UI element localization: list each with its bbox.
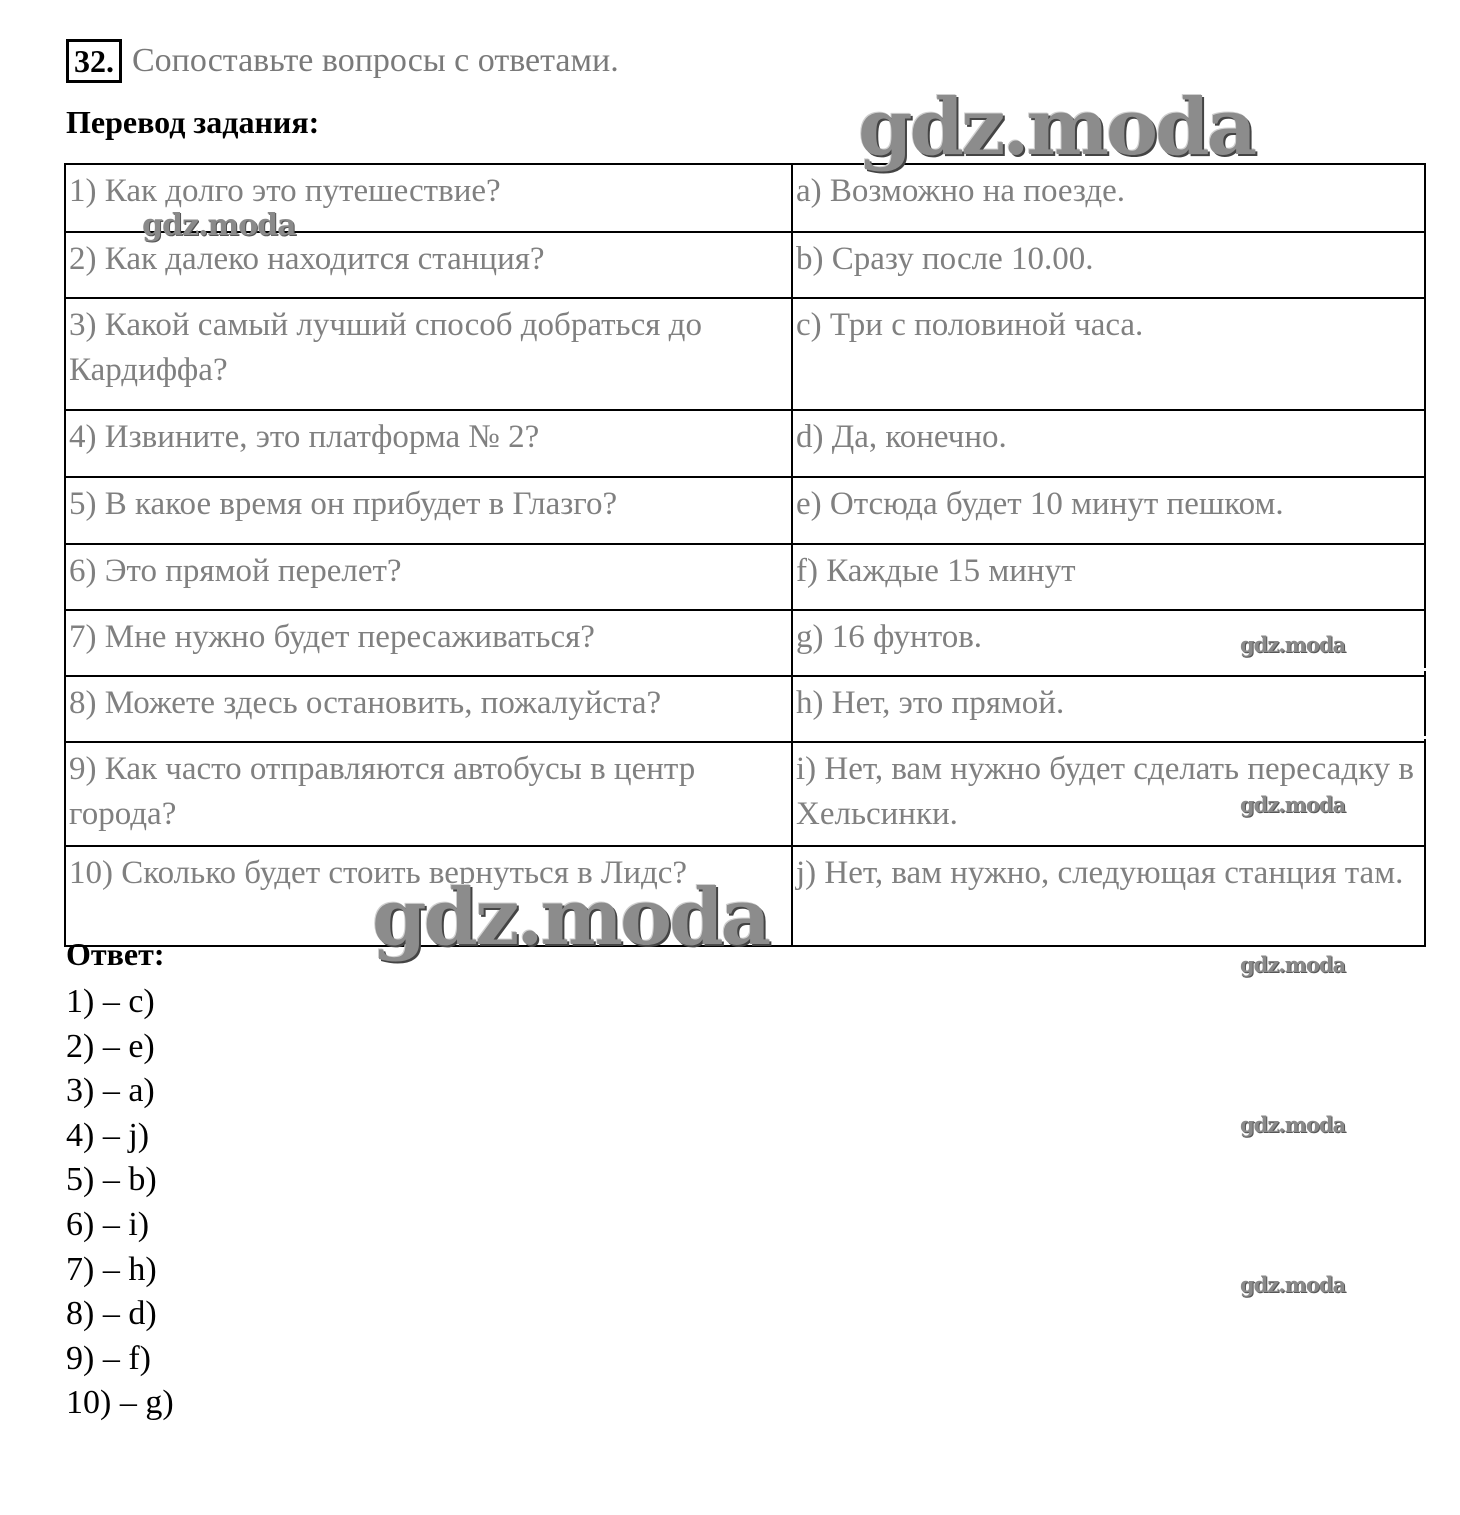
- watermark-logo: gdz.moda: [142, 208, 296, 243]
- list-item: 8) – d): [66, 1295, 157, 1333]
- question-cell: 10) Сколько будет стоить вернуться в Лидс?: [65, 846, 792, 946]
- watermark-logo: gdz.moda: [1240, 632, 1346, 657]
- answer-cell: c) Три с половиной часа.: [792, 298, 1425, 410]
- table-row: [65, 410, 1425, 477]
- table-row: [65, 477, 1425, 544]
- watermark-logo: gdz.moda: [1240, 952, 1346, 977]
- matching-table: [64, 163, 1426, 947]
- answer-cell: e) Отсюда будет 10 минут пешком.: [792, 477, 1425, 544]
- scan-artifact: [1100, 668, 1430, 671]
- task-number: 32.: [66, 39, 122, 83]
- scan-artifact: [180, 668, 300, 671]
- table-row: [65, 544, 1425, 610]
- answer-list: [66, 980, 174, 1426]
- question-cell: 3) Какой самый лучший способ добраться до Кардиффа?: [65, 298, 792, 410]
- translation-title: Перевод задания:: [66, 104, 320, 140]
- task-header: [66, 38, 619, 84]
- question-cell: 4) Извините, это платформа № 2?: [65, 410, 792, 477]
- question-cell: 9) Как часто отправляются автобусы в центр города?: [65, 742, 792, 846]
- question-cell: 5) В какое время он прибудет в Глазго?: [65, 477, 792, 544]
- list-item: 4) – j): [66, 1116, 150, 1154]
- answer-cell: f) Каждые 15 минут: [792, 544, 1425, 610]
- watermark-logo: gdz.moda: [1240, 1112, 1346, 1137]
- watermark-logo: gdz.moda: [1240, 1272, 1346, 1297]
- list-item: 6) – i): [66, 1205, 150, 1243]
- task-title: Сопоставьте вопросы с ответами.: [132, 42, 619, 79]
- list-item: 1) – c): [66, 983, 155, 1020]
- table-row: [65, 298, 1425, 410]
- question-cell: 8) Можете здесь остановить, пожалуйста?: [65, 676, 792, 742]
- answer-cell: a) Возможно на поезде.: [792, 164, 1425, 232]
- question-cell: 1) Как долго это путешествие?: [65, 164, 792, 232]
- answer-cell: j) Нет, вам нужно, следующая станция там.: [792, 846, 1425, 946]
- watermark-logo: gdz.moda: [858, 82, 1255, 173]
- scan-artifact: [1250, 736, 1430, 739]
- answer-cell: d) Да, конечно.: [792, 410, 1425, 477]
- answer-title: Ответ:: [66, 936, 165, 972]
- list-item: 10) – g): [66, 1384, 174, 1422]
- table-row: [65, 742, 1425, 846]
- answer-cell: h) Нет, это прямой.: [792, 676, 1425, 742]
- question-cell: 6) Это прямой перелет?: [65, 544, 792, 610]
- list-item: 9) – f): [66, 1339, 151, 1377]
- watermark-logo: gdz.moda: [1240, 792, 1346, 817]
- watermark-logo: gdz.moda: [372, 872, 769, 963]
- answer-cell: b) Сразу после 10.00.: [792, 232, 1425, 298]
- list-item: 3) – a): [66, 1072, 155, 1110]
- answer-cell: i) Нет, вам нужно будет сделать пересадку в Хельсинки.: [792, 742, 1425, 846]
- answer-cell: g) 16 фунтов.: [792, 610, 1425, 676]
- list-item: 5) – b): [66, 1161, 157, 1199]
- question-cell: 7) Мне нужно будет пересаживаться?: [65, 610, 792, 676]
- list-item: 2) – e): [66, 1027, 155, 1065]
- list-item: 7) – h): [66, 1250, 157, 1288]
- table-row: [65, 610, 1425, 676]
- table-row: [65, 676, 1425, 742]
- question-cell: 2) Как далеко находится станция?: [65, 232, 792, 298]
